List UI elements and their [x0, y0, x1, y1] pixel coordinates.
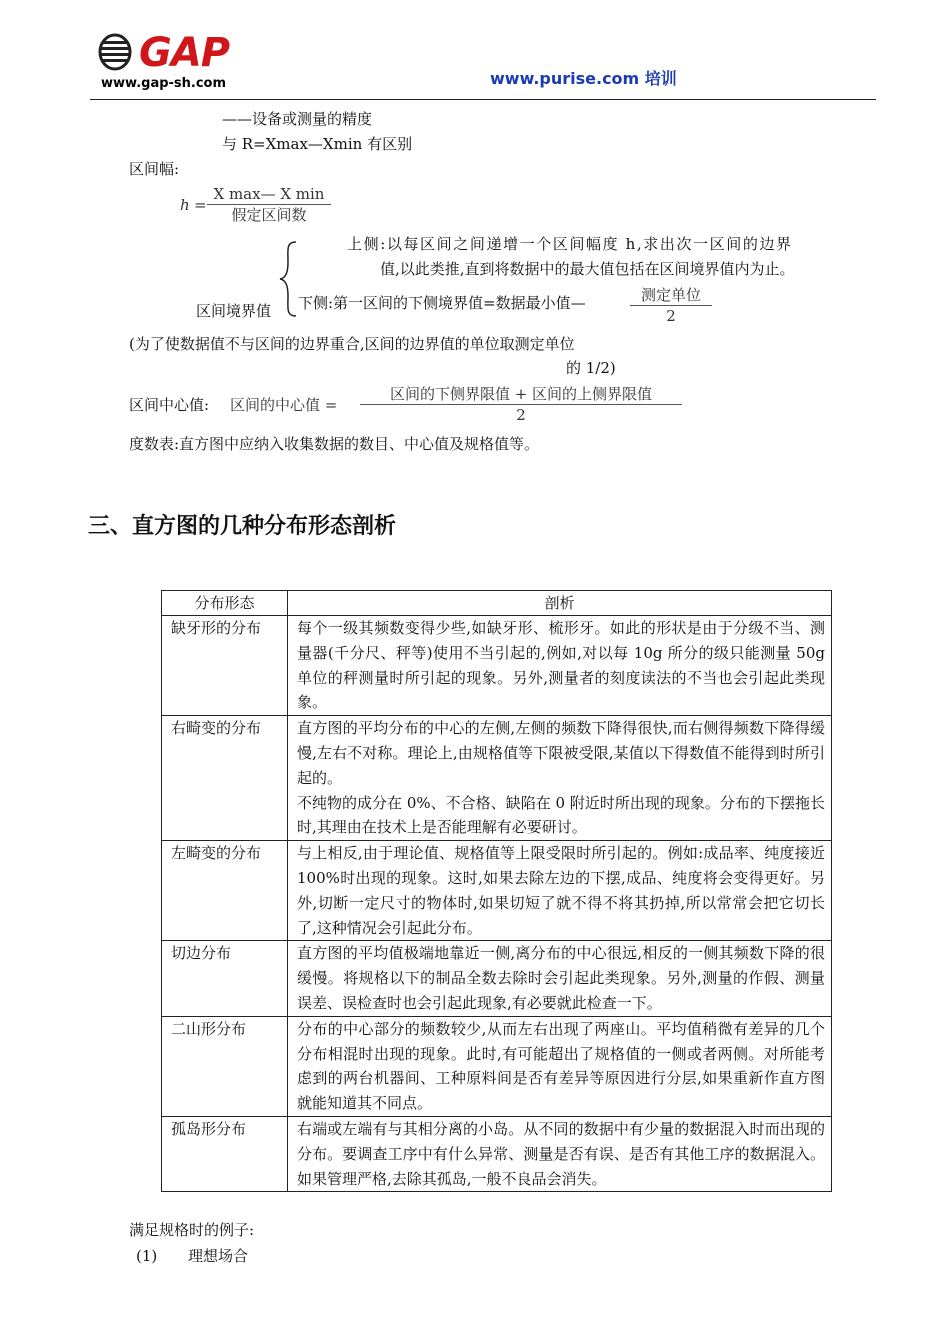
analysis-paragraph: 直方图的平均值极端地靠近一侧,离分布的中心很远,相反的一侧其频数下降的很缓慢。将规格以下的制品全数去除时会引起此类现象。另外,测量的作假、测量误差、误检查时也会引起此现象,有必要就此检查一下。 — [297, 944, 825, 1012]
distribution-form-cell: 左畸变的分布 — [162, 841, 288, 941]
h-equals: = — [194, 196, 207, 214]
frequency-table-note: 度数表:直方图中应纳入收集数据的数目、中心值及规格值等。 — [129, 435, 540, 453]
distribution-form-cell: 孤岛形分布 — [162, 1116, 288, 1191]
interval-width-label: 区间幅: — [129, 160, 180, 178]
distribution-form-cell: 切边分布 — [162, 941, 288, 1016]
section-title: 三、直方图的几种分布形态剖析 — [88, 514, 397, 539]
boundary-note: (为了使数据值不与区间的边界重合,区间的边界值的单位取测定单位 — [129, 335, 575, 353]
center-fraction — [360, 384, 682, 425]
center-numerator: 区间的下侧界限值 + 区间的上侧界限值 — [360, 384, 682, 405]
boundary-label: 区间境界值 — [196, 302, 272, 320]
h-numerator: X max— X min — [207, 184, 331, 205]
h-denominator: 假定区间数 — [231, 206, 307, 224]
analysis-paragraph: 右端或左端有与其相分离的小岛。从不同的数据中有少量的数据混入时而出现的分布。要调查工序中有什么异常、测量是否有误、是否有其他工序的数据混入。如果管理严格,去除其孤岛,一般不良品会消失。 — [297, 1119, 825, 1188]
table-row — [162, 941, 832, 1016]
header-form: 分布形态 — [162, 591, 288, 616]
item-number: (1) — [136, 1247, 158, 1265]
analysis-cell — [288, 716, 832, 841]
item-text: 理想场合 — [188, 1247, 249, 1265]
boundary-note-cont: 的 1/2) — [566, 359, 616, 377]
precision-line: ——设备或测量的精度 — [222, 110, 373, 128]
logo-wordmark: GAP — [139, 30, 230, 76]
distribution-table — [161, 590, 832, 1192]
table-header-row — [162, 591, 832, 616]
analysis-paragraph: 不纯物的成分在 0%、不合格、缺陷在 0 附近时所出现的现象。分布的下摆拖长时,其理由在技术上是否能理解有必要研讨。 — [297, 793, 825, 837]
distribution-form-cell: 右畸变的分布 — [162, 716, 288, 841]
center-formula-label: 区间的中心值 = — [230, 396, 338, 414]
unit-denominator: 2 — [666, 307, 676, 325]
analysis-cell — [288, 616, 832, 716]
analysis-cell — [288, 1016, 832, 1116]
analysis-cell — [288, 1116, 832, 1191]
satisfy-spec-label: 满足规格时的例子: — [129, 1221, 255, 1239]
analysis-paragraph: 分布的中心部分的频数较少,从而左右出现了两座山。平均值稍微有差异的几个分布相混时出现的现象。此时,有可能超出了规格值的一侧或者两侧。对所能考虑到的两台机器间、工种原料间是否有差异等原因进行分层,如果重新作直方图就能知道其不同点。 — [297, 1019, 825, 1113]
table-row — [162, 716, 832, 841]
analysis-paragraph: 每个一级其频数变得少些,如缺牙形、梳形牙。如此的形状是由于分级不当、测量器(千分尺、秤等)使用不当引起的,例如,对以每 10g 所分的级只能测量 50g 单位的秤测量时所引起的现象。另外,测量者的刻度读法的不当也会引起此类现象。 — [297, 619, 825, 712]
table-row — [162, 616, 832, 716]
globe-icon — [97, 32, 133, 72]
unit-numerator: 测定单位 — [630, 285, 712, 306]
logo-url: www.gap-sh.com — [101, 76, 227, 91]
brace-icon — [278, 240, 300, 318]
distribution-form-cell: 缺牙形的分布 — [162, 616, 288, 716]
upper-side-text: 上侧:以每区间之间递增一个区间幅度 h,求出次一区间的边界 — [347, 235, 793, 253]
distribution-form-cell: 二山形分布 — [162, 1016, 288, 1116]
upper-side-text-cont: 值,以此类推,直到将数据中的最大值包括在区间境界值内为止。 — [380, 260, 795, 278]
table-row — [162, 1116, 832, 1191]
header-divider — [90, 99, 876, 100]
center-denominator: 2 — [516, 406, 526, 424]
center-label: 区间中心值: — [129, 396, 210, 414]
analysis-paragraph: 与上相反,由于理论值、规格值等上限受限时所引起的。例如:成品率、纯度接近 100%时出现的现象。这时,如果去除左边的下摆,成品、纯度将会变得更好。另外,切断一定尺寸的物体时,如果切短了就不得不将其扔掉,所以常常会把它切长了,这种情况会引起此分布。 — [297, 844, 825, 937]
range-note: 与 R=Xmax—Xmin 有区别 — [222, 135, 413, 153]
unit-fraction — [630, 285, 712, 326]
h-fraction — [207, 184, 331, 225]
analysis-cell — [288, 841, 832, 941]
header-analysis: 剖析 — [288, 591, 832, 616]
analysis-paragraph: 直方图的平均分布的中心的左侧,左侧的频数下降得很快,而右侧得频数下降得缓慢,左右不对称。理论上,由规格值等下限被受限,某值以下得数值不能得到时所引起的。 — [297, 719, 825, 787]
table-row — [162, 841, 832, 941]
lower-side-text: 下侧:第一区间的下侧境界值=数据最小值— — [298, 294, 586, 312]
table-row — [162, 1016, 832, 1116]
gap-logo — [97, 30, 257, 98]
analysis-cell — [288, 941, 832, 1016]
site-link[interactable]: www.purise.com 培训 — [490, 69, 677, 88]
h-variable: h — [180, 196, 190, 214]
